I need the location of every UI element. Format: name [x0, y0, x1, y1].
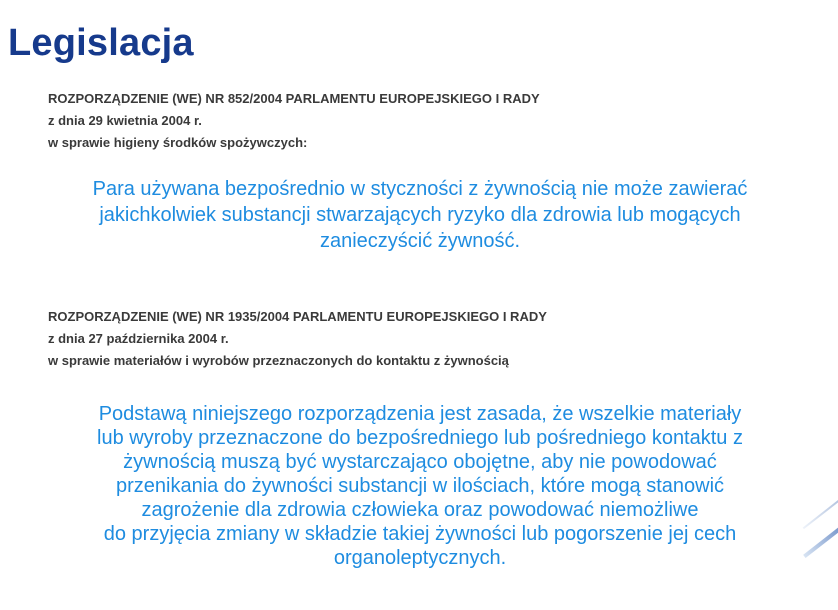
regulation-2-date: z dnia 27 października 2004 r.: [48, 331, 229, 346]
quote-line: lub wyroby przeznaczone do bezpośredniego lub pośredniego kontaktu z: [97, 427, 743, 449]
quote-line: przenikania do żywności substancji w ilościach, które mogą stanowić: [115, 475, 725, 497]
regulation-2-reference: [48, 306, 547, 372]
slide-title: Legislacja: [8, 22, 194, 64]
quote-line: organoleptycznych.: [333, 547, 507, 569]
regulation-1-number: ROZPORZĄDZENIE (WE) NR 852/2004 PARLAMENTU EUROPEJSKIEGO I RADY: [48, 91, 540, 106]
regulation-2-quote: [30, 402, 810, 570]
regulation-1-reference: [48, 88, 540, 154]
quote-line: Podstawą niniejszego rozporządzenia jest zasada, że wszelkie materiały: [98, 403, 742, 425]
regulation-2-number: ROZPORZĄDZENIE (WE) NR 1935/2004 PARLAMENTU EUROPEJSKIEGO I RADY: [48, 309, 547, 324]
regulation-1-quote: [30, 176, 810, 254]
quote-line: do przyjęcia zmiany w składzie takiej żywności lub pogorszenie jej cech: [103, 523, 737, 545]
regulation-1-subject: w sprawie higieny środków spożywczych:: [48, 135, 308, 150]
regulation-2-subject: w sprawie materiałów i wyrobów przeznaczonych do kontaktu z żywnością: [48, 353, 509, 368]
quote-line: jakichkolwiek substancji stwarzających ryzyko dla zdrowia lub mogących: [99, 204, 741, 226]
quote-line: zagrożenie dla zdrowia człowieka oraz powodować niemożliwe: [141, 499, 699, 521]
quote-line: Para używana bezpośrednio w styczności z żywnością nie może zawierać: [92, 178, 748, 200]
quote-line: zanieczyścić żywność.: [319, 230, 521, 252]
regulation-1-date: z dnia 29 kwietnia 2004 r.: [48, 113, 202, 128]
quote-line: żywnością muszą być wystarczająco obojętne, aby nie powodować: [123, 451, 717, 473]
